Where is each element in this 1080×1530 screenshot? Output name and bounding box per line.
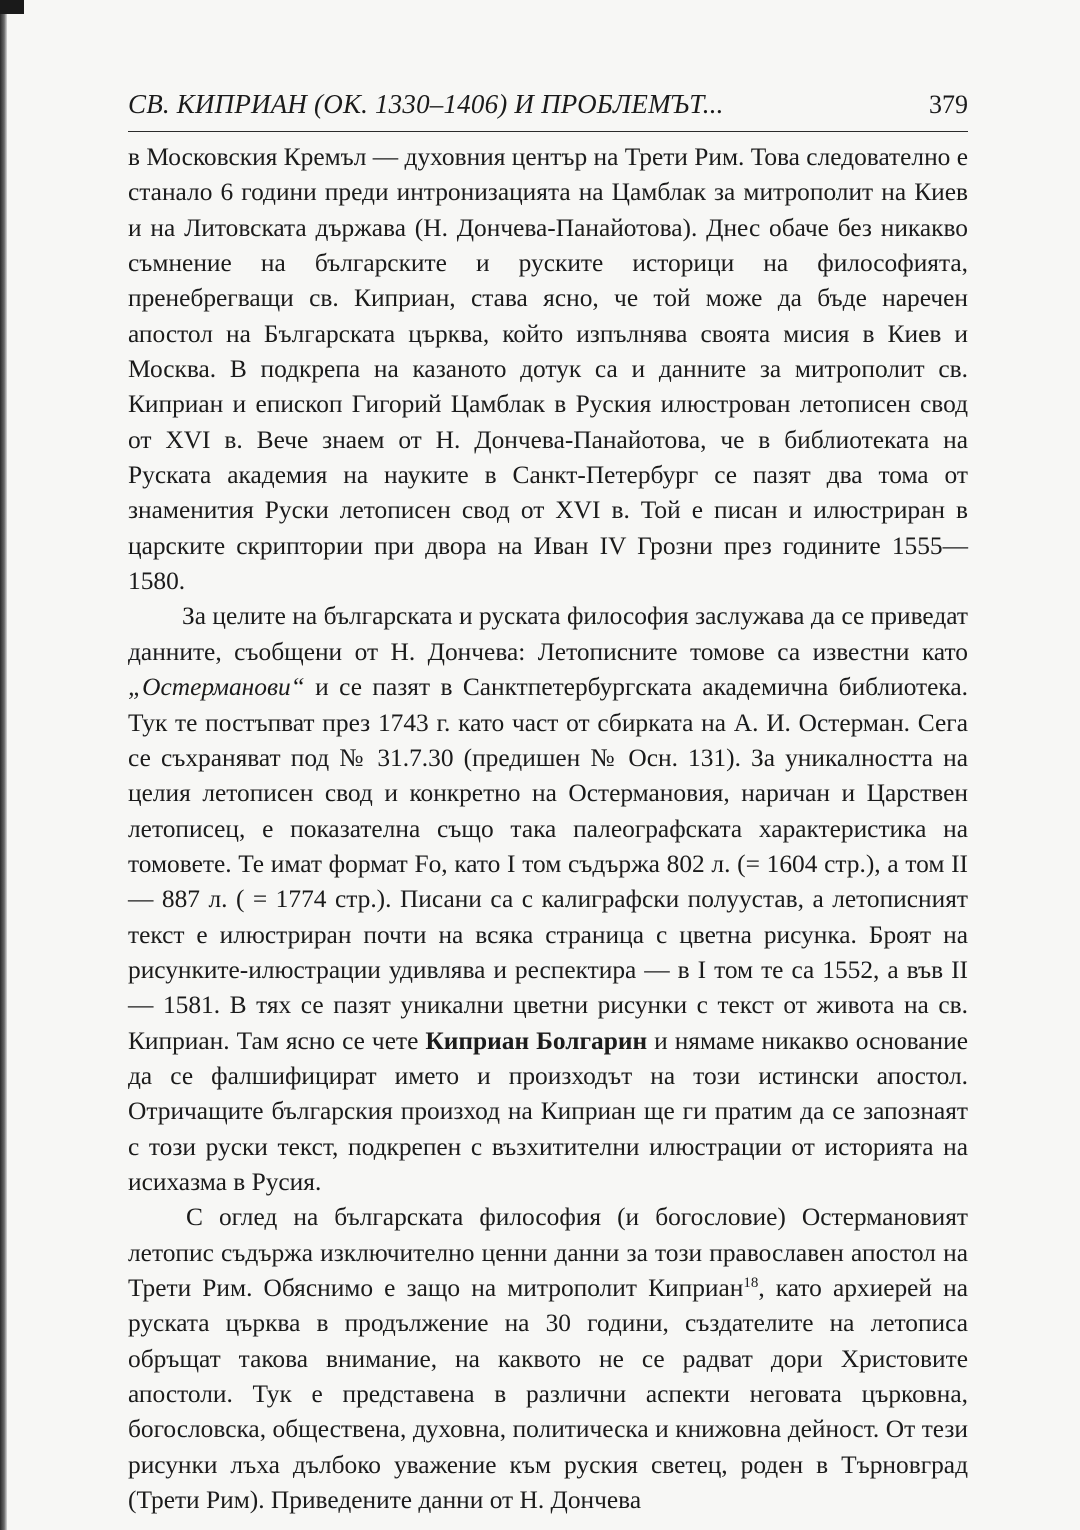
running-title: СВ. КИПРИАН (ОК. 1330–1406) И ПРОБЛЕМЪТ... (128, 89, 724, 119)
paragraph-2-text-c: и нямаме никакво основание да се фалшифицират името и произходът на този истински апостол. Отричащите българския произход на Киприан ще ги пратим да се запознаят с този руски текст, подкрепен с възхитителни илюстрации от историята на исихазма в Русия. (128, 1026, 968, 1196)
running-header (128, 84, 968, 132)
page-number: 379 (929, 90, 968, 119)
bold-term-kiprian-bolgarin: Киприан Болгарин (425, 1026, 648, 1055)
paragraph-3-text-a: С оглед на българската философия (и богословие) Остермановият летопис съдържа изключително ценни данни за този православен апостол на Трети Рим. Обяснимо е защо на митрополит Киприан (128, 1203, 968, 1302)
scan-edge (0, 0, 7, 1530)
paragraph-1-text: в Московския Кремъл — духовния център на Трети Рим. Това следователно е станало 6 години преди интронизацията на Цамблак за митрополит на Киев и на Литовската държава (Н. Дончева-Панайотова). Днес обаче без никакво съмнение на българските и руските историци на философията, пренебрегващи св. Киприан, става ясно, че той може да бъде наречен апостол на Българската църква, който изпълнява своята мисия в Киев и Москва. В подкрепа на казаното дотук са и данните за митрополит св. Киприан и епископ Гигорий Цамблак в Руския илюстрован летописен свод от XVI в. Вече знаем от Н. Дончева-Панайотова, че в библиотеката на Руската академия на науките в Санкт-Петербург се пазят два тома от знаменития Руски летописен свод от XVI в. Той е писан и илюстриран в царските скриптории при двора на Иван IV Грозни през годините 1555—1580. (128, 143, 968, 596)
body-text (128, 140, 968, 1518)
paragraph-2-text-b: и се пазят в Санктпетербургската академична библиотека. Тук те постъпват през 1743 г. като част от сбирката на А. И. Остерман. Сега се съхраняват под № 31.7.30 (предишен № Осн. 131). За уникалността на целия летописен свод и конкретно на Остермановия, наричан и Царствен летописец, е показателна също така палеографската характеристика на томовете. Те имат формат Fo, като I том съдържа 802 л. (= 1604 стр.), а том II — 887 л. ( = 1774 стр.). Писани са с калиграфски полуустав, а летописният текст е илюстриран почти на всяка страница с цветна рисунка. Броят на рисунките-илюстрации удивлява и респектира — в I том те са 1552, а във II — 1581. В тях се пазят уникални цветни рисунки с текст от живота на св. Киприан. Там ясно се чете (128, 673, 968, 1055)
paragraph-2-text-a: За целите на българската и руската философия заслужава да се приведат данните, съобщени от Н. Дончева: Летописните томове са известни като (128, 602, 968, 666)
scan-edge-corner (0, 0, 24, 14)
book-page (128, 84, 968, 1518)
paragraph-1 (128, 140, 968, 599)
italic-term-ostermanovi: „Остерманови“ (128, 673, 305, 702)
paragraph-3 (128, 1200, 968, 1518)
footnote-ref-18[interactable]: 18 (743, 1275, 759, 1291)
paragraph-2 (128, 599, 968, 1200)
paragraph-3-text-b: , като архиерей на руската църква в продължение на 30 години, създателите на летописа обръщат такова внимание, на каквото не се радват дори Христовите апостоли. Тук е представена в различни аспекти неговата църковна, богословска, обществена, духовна, политическа и книжовна дейност. От тези рисунки лъха дълбоко уважение към руския светец, роден в Търновград (Трети Рим). Приведените данни от Н. Дончева (128, 1274, 968, 1515)
